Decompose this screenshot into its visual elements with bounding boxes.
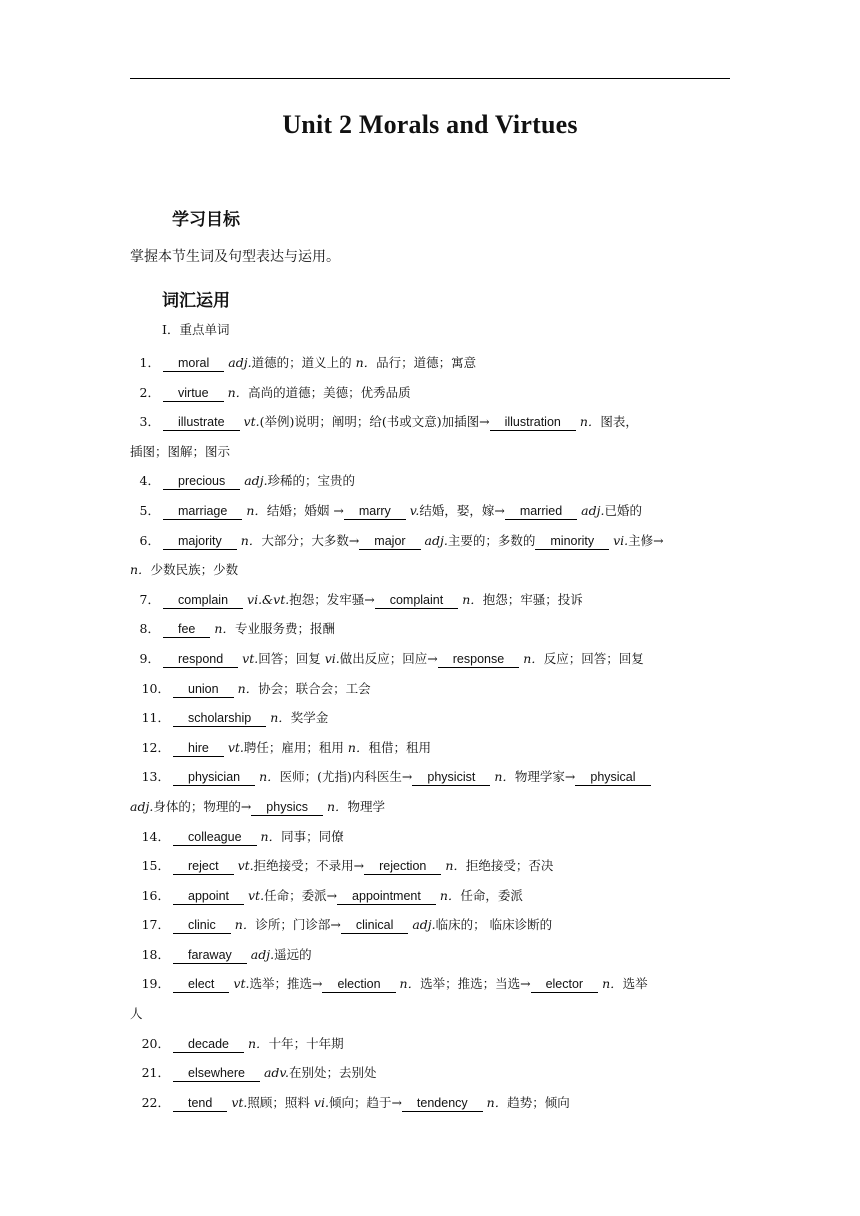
vocab-entry: [130, 614, 730, 644]
answer-blank: tend: [173, 1096, 227, 1112]
entry-number: 10．: [141, 680, 170, 696]
entry-number: 2．: [139, 384, 160, 400]
part-of-speech: n．: [347, 739, 369, 755]
definition: 物理学: [347, 798, 386, 814]
part-of-speech: adj.: [244, 473, 268, 489]
part-of-speech: n．: [246, 502, 267, 518]
definition: 诊所；门诊部→: [255, 917, 341, 933]
definition: 品行；道德；寓意: [376, 355, 477, 370]
part-of-speech: adj.: [130, 798, 154, 814]
entry-number: 8．: [139, 621, 160, 637]
entry-number: 21．: [141, 1065, 170, 1081]
vocab-entry: [130, 703, 730, 733]
header-rule: [130, 78, 730, 79]
entry-number: 22．: [141, 1094, 170, 1110]
definition: 抱怨；发牢骚→: [289, 591, 375, 607]
definition: 大部分；大多数→: [261, 532, 360, 548]
answer-blank: fee: [163, 622, 210, 638]
definition: 租借；租用: [368, 739, 431, 755]
definition: 拒绝接受；否决: [465, 858, 554, 874]
part-of-speech: n．: [234, 917, 256, 933]
definition: 反应；回答；回复: [543, 650, 644, 666]
part-of-speech: n．: [579, 414, 601, 430]
entry-number: 20．: [141, 1035, 170, 1051]
answer-blank: marriage: [163, 504, 242, 520]
answer-blank: complaint: [375, 593, 459, 609]
answer-blank: reject: [173, 859, 234, 875]
definition: 图表，: [600, 414, 638, 430]
vocab-entry: [130, 822, 730, 852]
part-of-speech: n．: [355, 355, 377, 370]
answer-blank: appointment: [337, 889, 436, 905]
part-of-speech: n．: [494, 769, 515, 785]
answer-blank: faraway: [173, 948, 247, 964]
vocab-entry: [130, 1058, 730, 1088]
vocab-entry: [130, 526, 730, 556]
definition: 十年；十年期: [268, 1035, 344, 1051]
vocab-entry: [130, 733, 730, 763]
answer-blank: respond: [163, 652, 238, 668]
vocab-entry: [130, 851, 730, 881]
part-of-speech: vt.: [227, 739, 244, 755]
entry-number: 6．: [139, 532, 160, 548]
goal-heading: 学习目标: [172, 210, 240, 230]
part-of-speech: vt.: [248, 887, 265, 903]
answer-blank: minority: [535, 534, 609, 550]
part-of-speech: n．: [523, 650, 544, 666]
vocab-entry: [130, 496, 730, 526]
part-of-speech: n．: [445, 858, 466, 874]
entry-number: 3．: [139, 414, 160, 430]
answer-blank: marry: [344, 504, 406, 520]
answer-blank: elsewhere: [173, 1066, 260, 1082]
part-of-speech: n．: [248, 1035, 269, 1051]
part-of-speech: n．: [214, 621, 235, 637]
answer-blank: response: [438, 652, 519, 668]
vocab-entry: [130, 1029, 730, 1059]
part-of-speech: n．: [326, 798, 348, 814]
definition: 结婚；婚姻 →: [266, 502, 344, 518]
entry-number: 12．: [141, 739, 170, 755]
definition: 人: [130, 1006, 143, 1022]
page-title: Unit 2 Morals and Virtues: [282, 110, 578, 139]
answer-blank: election: [322, 977, 395, 993]
vocab-heading: 词汇运用: [162, 291, 230, 311]
definition: 珍稀的；宝贵的: [267, 473, 356, 489]
definition: 选举；推选→: [249, 976, 323, 992]
entry-number: 1．: [139, 355, 160, 370]
definition: (举例)说明；阐明；给(书或文意)加插图→: [259, 414, 490, 430]
definition: 高尚的道德；美德；优秀品质: [248, 384, 411, 400]
answer-blank: physical: [575, 770, 650, 786]
vocab-list: [130, 348, 730, 1117]
definition: 选举；推选；当选→: [420, 976, 531, 992]
entry-number: 7．: [139, 591, 160, 607]
part-of-speech: n．: [237, 680, 259, 696]
part-of-speech: vi.: [613, 532, 629, 548]
part-of-speech: n．: [399, 976, 421, 992]
answer-blank: union: [173, 682, 234, 698]
entry-continuation: [130, 792, 730, 822]
entry-number: 11．: [141, 710, 170, 726]
definition: 身体的；物理的→: [153, 798, 252, 814]
entry-continuation: [130, 437, 730, 467]
part-of-speech: n．: [602, 976, 623, 992]
answer-blank: hire: [173, 741, 224, 757]
definition: 医师；(尤指)内科医生→: [279, 769, 413, 785]
entry-number: 16．: [141, 887, 170, 903]
definition: 拒绝接受；不录用→: [253, 858, 365, 874]
part-of-speech: v.: [409, 502, 420, 518]
part-of-speech: vt.: [231, 1094, 248, 1110]
definition: 做出反应；回应→: [339, 650, 438, 666]
part-of-speech: n．: [259, 769, 280, 785]
definition: 少数民族；少数: [150, 562, 239, 578]
part-of-speech: n．: [270, 710, 291, 726]
definition: 结婚，娶，嫁→: [419, 502, 505, 518]
part-of-speech: vi.: [313, 1094, 329, 1110]
definition: 回答；回复: [258, 650, 321, 666]
part-of-speech: vt.: [242, 650, 259, 666]
vocab-entry: [130, 940, 730, 970]
part-of-speech: vt.: [243, 414, 260, 430]
part-of-speech: vi.: [324, 650, 340, 666]
definition: 物理学家→: [514, 769, 576, 785]
vocab-entry: [130, 674, 730, 704]
definition: 照顾；照料: [247, 1094, 310, 1110]
answer-blank: moral: [163, 356, 224, 372]
entry-continuation: [130, 555, 730, 585]
answer-blank: scholarship: [173, 711, 266, 727]
vocab-entry: [130, 762, 730, 792]
vocab-entry: [130, 407, 730, 437]
part-of-speech: n．: [439, 887, 461, 903]
answer-blank: physicist: [412, 770, 490, 786]
part-of-speech: n．: [130, 562, 151, 578]
part-of-speech: n．: [260, 828, 282, 844]
entry-number: 5．: [139, 502, 160, 518]
vocab-entry: [130, 881, 730, 911]
vocab-entry: [130, 1088, 730, 1118]
definition: 抱怨；牢骚；投诉: [482, 591, 583, 607]
definition: 主要的；多数的: [447, 532, 536, 548]
vocab-entry: [130, 644, 730, 674]
answer-blank: physics: [251, 800, 323, 816]
definition: 同事；同僚: [281, 828, 344, 844]
definition: 在别处；去别处: [288, 1065, 377, 1081]
entry-number: 4．: [139, 473, 160, 489]
part-of-speech: vi.&vt.: [247, 591, 290, 607]
entry-number: 9．: [139, 650, 160, 666]
part-of-speech: n．: [227, 384, 249, 400]
vocab-entry: [130, 585, 730, 615]
vocab-entry: [130, 969, 730, 999]
entry-number: 13．: [141, 769, 170, 785]
definition: 协会；联合会；工会: [258, 680, 371, 696]
answer-blank: precious: [163, 474, 240, 490]
entry-number: 19．: [141, 976, 170, 992]
section-label: Ⅰ．重点单词: [162, 322, 230, 337]
answer-blank: illustration: [490, 415, 576, 431]
entry-number: 17．: [141, 917, 170, 933]
definition: 选举: [622, 976, 648, 992]
vocab-entry: [130, 910, 730, 940]
part-of-speech: adj.: [412, 917, 436, 933]
entry-continuation: [130, 999, 730, 1029]
definition: 倾向；趋于→: [328, 1094, 402, 1110]
answer-blank: clinical: [341, 918, 409, 934]
definition: 任命，委派: [460, 887, 523, 903]
answer-blank: physician: [173, 770, 255, 786]
part-of-speech: vt.: [233, 976, 250, 992]
answer-blank: elector: [531, 977, 599, 993]
entry-number: 14．: [141, 828, 170, 844]
entry-number: 15．: [141, 858, 170, 874]
definition: 已婚的: [604, 502, 642, 518]
part-of-speech: vt.: [237, 858, 254, 874]
definition: 聘任；雇用；租用: [243, 739, 344, 755]
definition: 临床的； 临床诊断的: [435, 917, 553, 933]
answer-blank: appoint: [173, 889, 244, 905]
definition: 趋势；倾向: [507, 1094, 570, 1110]
answer-blank: illustrate: [163, 415, 240, 431]
vocab-entry: [130, 466, 730, 496]
vocab-entry: [130, 378, 730, 408]
part-of-speech: adj.: [581, 502, 605, 518]
answer-blank: clinic: [173, 918, 231, 934]
goal-text: 掌握本节生词及句型表达与运用。: [130, 249, 340, 265]
answer-blank: complain: [163, 593, 243, 609]
definition: 遥远的: [274, 946, 312, 962]
definition: 专业服务费；报酬: [234, 621, 335, 637]
part-of-speech: n．: [486, 1094, 508, 1110]
part-of-speech: adj.: [424, 532, 448, 548]
entry-number: 18．: [141, 946, 170, 962]
vocab-entry: [130, 348, 730, 378]
answer-blank: decade: [173, 1037, 244, 1053]
definition: 道德的；道义上的: [251, 355, 352, 370]
answer-blank: virtue: [163, 386, 224, 402]
part-of-speech: adj.: [250, 946, 275, 962]
part-of-speech: adj.: [228, 355, 252, 370]
answer-blank: colleague: [173, 830, 257, 846]
part-of-speech: adv.: [263, 1065, 289, 1081]
definition: 主修→: [628, 532, 664, 548]
definition: 插图；图解；图示: [130, 443, 231, 459]
answer-blank: married: [505, 504, 577, 520]
part-of-speech: n．: [240, 532, 262, 548]
answer-blank: elect: [173, 977, 229, 993]
definition: 奖学金: [290, 710, 329, 726]
answer-blank: major: [359, 534, 420, 550]
part-of-speech: n．: [462, 591, 483, 607]
answer-blank: tendency: [402, 1096, 483, 1112]
answer-blank: majority: [163, 534, 237, 550]
definition: 任命；委派→: [264, 887, 338, 903]
answer-blank: rejection: [364, 859, 441, 875]
